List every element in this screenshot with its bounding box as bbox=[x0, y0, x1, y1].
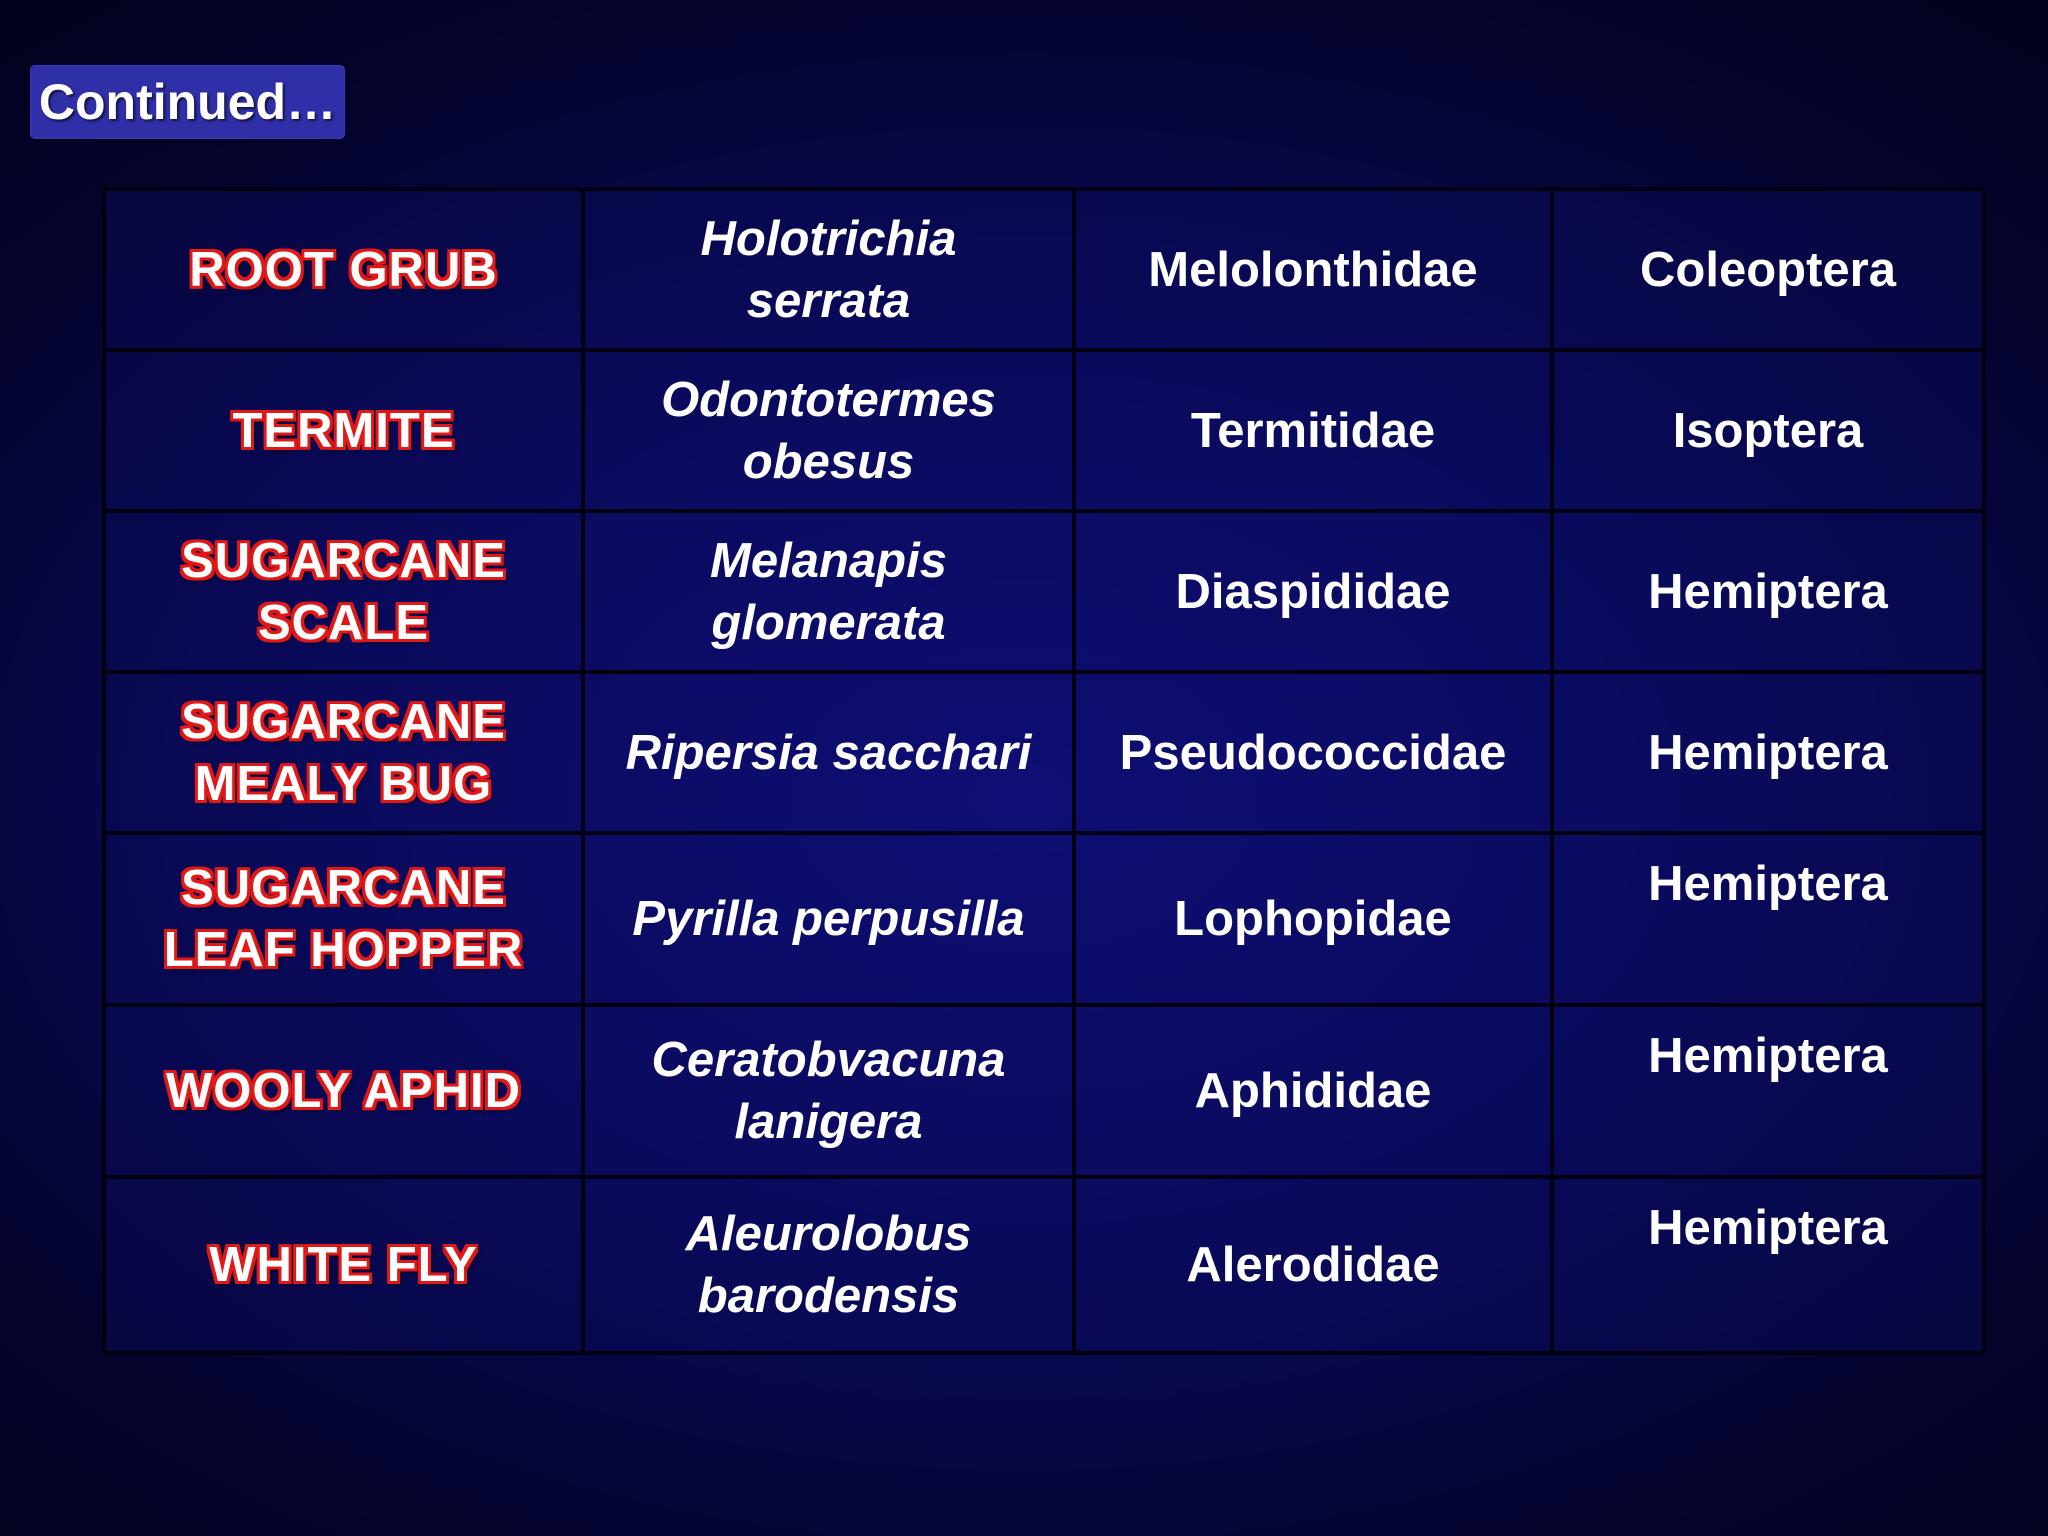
common-name-cell: TERMITE bbox=[104, 350, 583, 511]
family-cell: Lophopidae bbox=[1074, 833, 1552, 1005]
order-cell: Hemiptera bbox=[1552, 1005, 1984, 1177]
table-row bbox=[104, 511, 1984, 672]
family-cell: Aphididae bbox=[1074, 1005, 1552, 1177]
common-name-cell: SUGARCANE LEAF HOPPER bbox=[104, 833, 583, 1005]
order-cell: Hemiptera bbox=[1552, 1177, 1984, 1353]
family-cell: Melolonthidae bbox=[1074, 189, 1552, 350]
scientific-name-cell: Melanapis glomerata bbox=[583, 511, 1074, 672]
common-name-cell: SUGARCANE MEALY BUG bbox=[104, 672, 583, 833]
order-cell: Hemiptera bbox=[1552, 672, 1984, 833]
order-cell: Hemiptera bbox=[1552, 511, 1984, 672]
pest-table bbox=[102, 187, 1986, 1355]
family-cell: Termitidae bbox=[1074, 350, 1552, 511]
scientific-name-cell: Ceratobvacuna lanigera bbox=[583, 1005, 1074, 1177]
scientific-name-cell: Holotrichia serrata bbox=[583, 189, 1074, 350]
table-row bbox=[104, 833, 1984, 1005]
common-name-cell: SUGARCANE SCALE bbox=[104, 511, 583, 672]
family-cell: Diaspididae bbox=[1074, 511, 1552, 672]
order-cell: Coleoptera bbox=[1552, 189, 1984, 350]
family-cell: Pseudococcidae bbox=[1074, 672, 1552, 833]
common-name-cell: WOOLY APHID bbox=[104, 1005, 583, 1177]
continued-badge bbox=[31, 66, 344, 138]
common-name-cell: WHITE FLY bbox=[104, 1177, 583, 1353]
order-cell: Hemiptera bbox=[1552, 833, 1984, 1005]
table-row bbox=[104, 1177, 1984, 1353]
scientific-name-cell: Ripersia sacchari bbox=[583, 672, 1074, 833]
family-cell: Alerodidae bbox=[1074, 1177, 1552, 1353]
table-row bbox=[104, 189, 1984, 350]
scientific-name-cell: Odontotermes obesus bbox=[583, 350, 1074, 511]
continued-label: Continued… bbox=[38, 74, 337, 130]
common-name-cell: ROOT GRUB bbox=[104, 189, 583, 350]
order-cell: Isoptera bbox=[1552, 350, 1984, 511]
scientific-name-cell: Aleurolobus barodensis bbox=[583, 1177, 1074, 1353]
table-row bbox=[104, 672, 1984, 833]
scientific-name-cell: Pyrilla perpusilla bbox=[583, 833, 1074, 1005]
table-row bbox=[104, 1005, 1984, 1177]
table-row bbox=[104, 350, 1984, 511]
